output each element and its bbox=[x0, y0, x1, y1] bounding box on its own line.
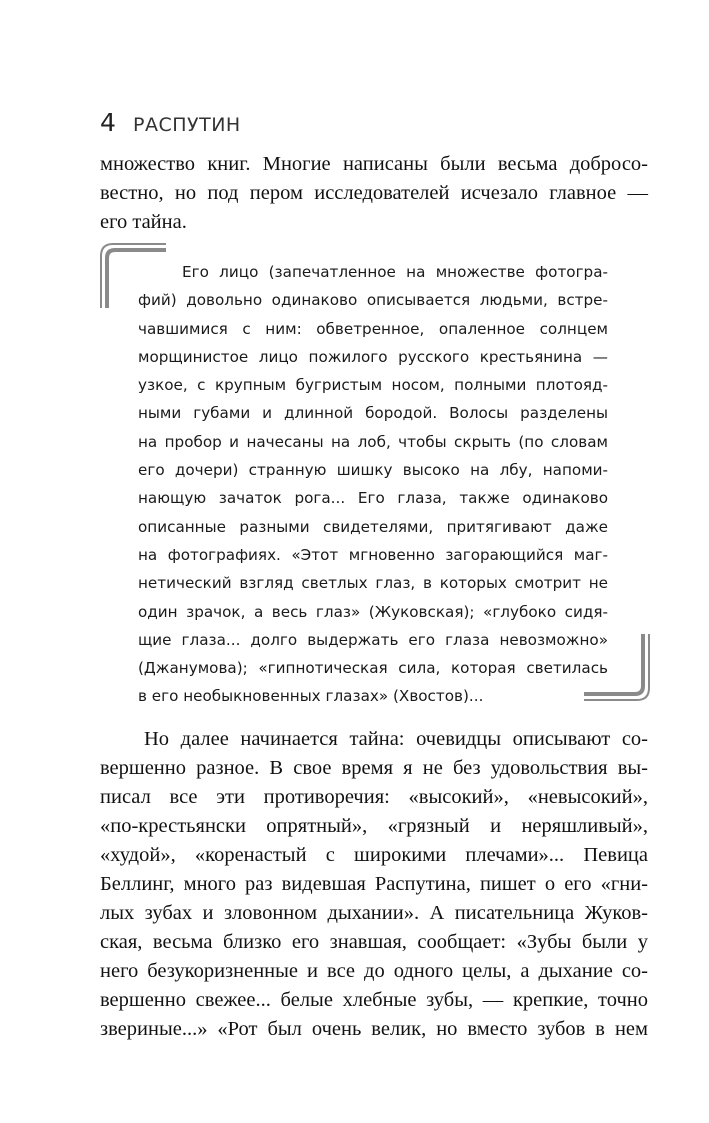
quote-line: ными губами и длинной бородой. Волосы разделены bbox=[138, 404, 608, 423]
quote-block bbox=[138, 258, 608, 711]
quote-line: Его лицо (запечатленное на множестве фотогра- bbox=[182, 263, 608, 281]
page-number: 4 bbox=[100, 108, 116, 137]
quote-line: на пробор и начесаны на лоб, чтобы скрыть (по словам bbox=[138, 432, 608, 451]
quote-line: узкое, с крупным бугристым носом, полными плотояд- bbox=[138, 376, 608, 395]
quote-line: на фотографиях. «Этот мгновенно загорающийся маг- bbox=[138, 545, 608, 564]
paragraph-2 bbox=[100, 725, 648, 1044]
quote-line: (Джанумова); «гипнотическая сила, которая светилась bbox=[138, 659, 608, 678]
text-line: ская, весьма близко его знавшая, сообщает: «Зубы были у bbox=[100, 931, 648, 953]
text-line: его тайна. bbox=[100, 211, 187, 233]
text-line: вершенно свежее... белые хлебные зубы, — крепкие, точно bbox=[100, 989, 648, 1011]
quote-line: нающую зачаток рога... Его глаза, также одинаково bbox=[138, 489, 608, 508]
quote-line: нетический взгляд светлых глаз, в которых смотрит не bbox=[138, 574, 608, 593]
quote-line: в его необыкновенных глазах» (Хвостов)... bbox=[138, 687, 484, 706]
text-line: звериные...» «Рот был очень велик, но вместо зубов в нем bbox=[100, 1018, 648, 1040]
text-line: Беллинг, много раз видевшая Распутина, пишет о его «гни- bbox=[100, 873, 648, 895]
text-line: писал все эти противоречия: «высокий», «невысокий», bbox=[100, 786, 648, 808]
book-title: РАСПУТИН bbox=[133, 114, 241, 136]
quote-line: морщинистое лицо пожилого русского крестьянина — bbox=[138, 347, 608, 366]
running-head bbox=[100, 108, 241, 137]
quote-line: описанные разными свидетелями, притягивают даже bbox=[138, 517, 608, 536]
text-line: вершенно разное. В свое время я не без удовольствия вы- bbox=[100, 757, 648, 779]
text-line: вестно, но под пером исследователей исчезало главное — bbox=[100, 182, 648, 204]
quote-line: фий) довольно одинаково описывается людьми, встре- bbox=[138, 291, 608, 310]
text-line: «худой», «коренастый с широкими плечами»... Певица bbox=[100, 844, 648, 866]
quote-line: один зрачок, а весь глаз» (Жуковская); «глубоко сидя- bbox=[138, 602, 608, 621]
text-line: Но далее начинается тайна: очевидцы описывают со- bbox=[144, 728, 648, 750]
text-line: «по-крестьянски опрятный», «грязный и неряшливый», bbox=[100, 815, 648, 837]
text-line: него безукоризненные и все до одного целы, а дыхание со- bbox=[100, 960, 648, 982]
quote-line: его дочери) странную шишку высоко на лбу, напоми- bbox=[138, 461, 608, 480]
bracket-bottom-right-icon bbox=[582, 634, 654, 704]
text-line: лых зубах и зловонном дыхании». А писательница Жуков- bbox=[100, 902, 648, 924]
quote-line: щие глаза... долго выдержать его глаза невозможно» bbox=[138, 630, 608, 649]
paragraph-1 bbox=[100, 150, 648, 237]
text-line: множество книг. Многие написаны были весьма добросо- bbox=[100, 153, 648, 175]
quote-line: чавшимися с ним: обветренное, опаленное солнцем bbox=[138, 319, 608, 338]
